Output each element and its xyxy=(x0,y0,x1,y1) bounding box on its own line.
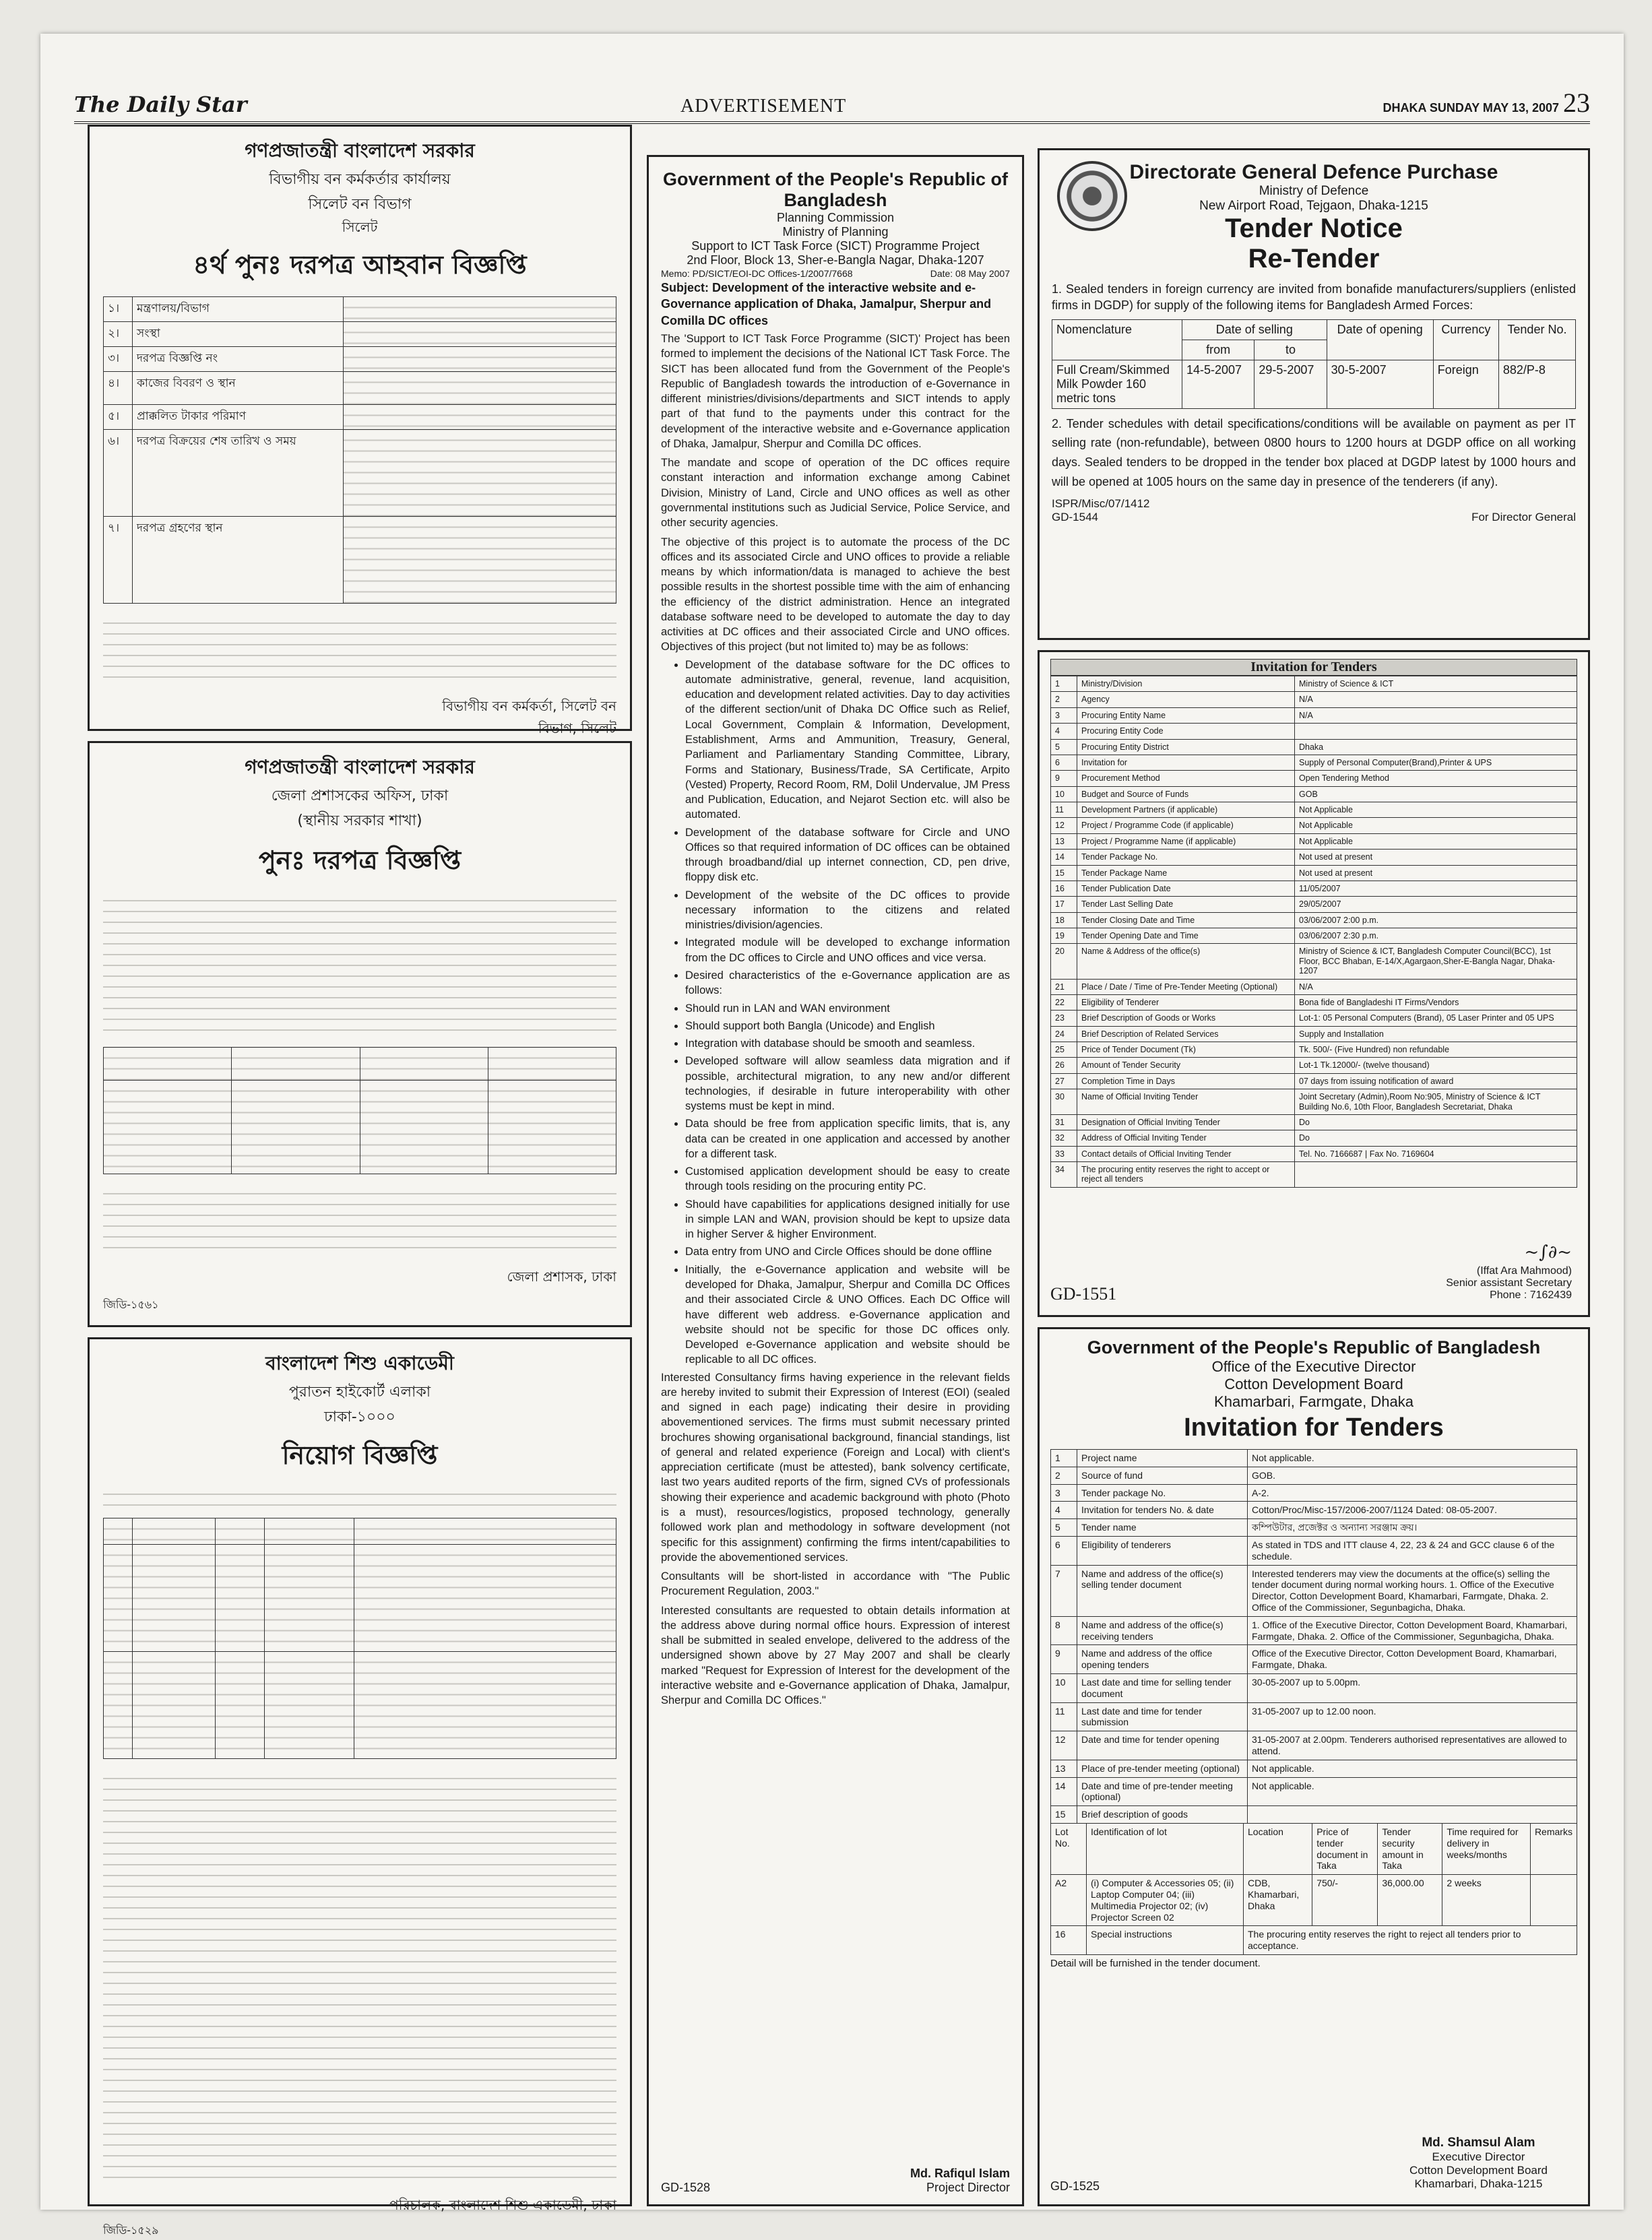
footer: ISPR/Misc/07/1412 GD-1544 For Director General xyxy=(1052,497,1576,523)
list-item: • Data entry from UNO and Circle Offices should be done offline xyxy=(685,1244,1010,1259)
field-value: Lot-1: 05 Personal Computers (Brand), 05 Laser Printer and 05 UPS xyxy=(1295,1011,1577,1026)
field-value: Office of the Executive Director, Cotton Development Board, Khamarbari, Farmgate, Dhaka. xyxy=(1248,1645,1577,1674)
ad-header: গণপ্রজাতন্ত্রী বাংলাদেশ সরকার xyxy=(245,139,475,162)
field-value: Interested tenderers may view the documents at the office(s) selling the tender document during normal working hours. 1. Office of the Executive Director, Cotton Development Board, Khamarbari, Farmgate, Dhaka. 2. Office of the Commissioner, Segunbagicha, Dhaka. xyxy=(1248,1565,1577,1616)
gd-number: GD-1551 xyxy=(1050,1284,1117,1304)
ad-subheader: Khamarbari, Farmgate, Dhaka xyxy=(1214,1393,1413,1410)
field-value: Do xyxy=(1295,1114,1577,1130)
field-value: Tk. 500/- (Five Hundred) non refundable xyxy=(1295,1042,1577,1058)
table-row xyxy=(1051,881,1577,896)
table-row xyxy=(1051,1565,1577,1616)
field-value: Not used at present xyxy=(1295,865,1577,881)
table-row xyxy=(1051,1519,1577,1537)
row-number: 10 xyxy=(1051,1673,1077,1702)
row-number: 22 xyxy=(1051,994,1077,1010)
table-header-row: Lot No. Identification of lot Location Price of tender document in Taka Tender security amount in Taka Time required for delivery in weeks/months Remarks xyxy=(1051,1823,1577,1874)
table-row xyxy=(1051,676,1577,692)
row-number: 16 xyxy=(1051,881,1077,896)
tender-table xyxy=(1050,1449,1577,1824)
field-value: Open Tendering Method xyxy=(1295,771,1577,786)
field-value: 31-05-2007 up to 12.00 noon. xyxy=(1248,1702,1577,1731)
page-number: 23 xyxy=(1563,88,1590,118)
field-label: Agency xyxy=(1077,692,1295,707)
list-item: • Integration with database should be smooth and seamless. xyxy=(685,1036,1010,1051)
gd-number: GD-1525 xyxy=(1050,2179,1100,2193)
table-row xyxy=(1051,1673,1577,1702)
body-text xyxy=(103,891,616,1039)
ad-title: Invitation for Tenders xyxy=(1050,659,1577,676)
field-label: Project / Programme Code (if applicable) xyxy=(1077,818,1295,833)
ad-subheader: Planning Commission xyxy=(776,211,895,224)
field-value: Supply of Personal Computer(Brand),Printer & UPS xyxy=(1295,755,1577,770)
field-value: Bona fide of Bangladeshi IT Firms/Vendors xyxy=(1295,994,1577,1010)
masthead xyxy=(74,81,1590,124)
table-row xyxy=(104,1048,616,1081)
field-label: Completion Time in Days xyxy=(1077,1073,1295,1089)
table-row xyxy=(1051,865,1577,881)
table-row: ৩। দরপত্র বিজ্ঞপ্তি নং xyxy=(104,347,616,372)
field-label: Tender Package Name xyxy=(1077,865,1295,881)
signature: For Director General xyxy=(1471,510,1576,523)
field-label: Date and time of pre-tender meeting (optional) xyxy=(1077,1777,1248,1806)
ad-subheader: 2nd Floor, Block 13, Sher-e-Bangla Nagar, Dhaka-1207 xyxy=(687,253,984,267)
field-value: Tel. No. 7166687 | Fax No. 7169604 xyxy=(1295,1146,1577,1161)
row-number: 13 xyxy=(1051,1760,1077,1777)
paper-name: The Daily Star xyxy=(74,92,247,117)
table-row xyxy=(1051,1130,1577,1146)
field-value: 30-05-2007 up to 5.00pm. xyxy=(1248,1673,1577,1702)
signature: পরিচালক, বাংলাদেশ শিশু একাডেমী, ঢাকা xyxy=(389,2197,616,2213)
row-number: 10 xyxy=(1051,786,1077,802)
table-row xyxy=(1051,1026,1577,1042)
paragraph: 2. Tender schedules with detail specifications/conditions will be available on payment as per IT selling rate (non-refundable), between 0800 hours to 1200 hours at DGDP office on all working days. Sealed tenders to be dropped in the tender box placed at DGDP latest by 1000 hours and will be opened at 1005 hours on the same day in presence of the tenderers (if any). xyxy=(1052,416,1576,488)
row-number: 5 xyxy=(1051,1519,1077,1537)
field-label: Procuring Entity District xyxy=(1077,739,1295,755)
field-label: Eligibility of Tenderer xyxy=(1077,994,1295,1010)
field-label: Tender package No. xyxy=(1077,1484,1248,1502)
field-value: কম্পিউটার, প্রজেক্টর ও অন্যান্য সরঞ্জাম ক্রয়। xyxy=(1248,1519,1577,1537)
table-row: Full Cream/Skimmed Milk Powder 160 metric tons 14-5-2007 29-5-2007 30-5-2007 Foreign 882/P-8 xyxy=(1052,360,1576,408)
field-label: Last date and time for tender submission xyxy=(1077,1702,1248,1731)
row-number: 6 xyxy=(1051,755,1077,770)
row-number: 8 xyxy=(1051,1616,1077,1645)
emblem-icon xyxy=(1057,161,1127,231)
table-row xyxy=(1051,692,1577,707)
field-label: Brief Description of Related Services xyxy=(1077,1026,1295,1042)
row-number: 5 xyxy=(1051,739,1077,755)
field-value: 03/06/2007 2:30 p.m. xyxy=(1295,928,1577,944)
table-row xyxy=(104,1652,616,1759)
field-value: Ministry of Science & ICT, Bangladesh Computer Council(BCC), 1st Floor, BCC Bhaban, E-14/X,Agargaon,Sher-E-Bangla Nagar, Dhaka-1207 xyxy=(1295,944,1577,979)
field-label: Budget and Source of Funds xyxy=(1077,786,1295,802)
table-row xyxy=(1051,1484,1577,1502)
paragraph: The 'Support to ICT Task Force Programme (SICT)' Project has been formed to implement the decisions of the National ICT Task Force. The SICT has been allocated fund from the Government of the People's Republic of Bangladesh towards the introduction of e-Governance in different ministries/divisions/departments and SICT intends to apply part of that fund to the payments under this contract for the development of the interactive website and e-Governance application of Dhaka, Jamalpur, Sherpur and Comilla DC offices. xyxy=(661,333,1010,450)
table-row xyxy=(104,1545,616,1652)
row-number: 4 xyxy=(1051,1502,1077,1519)
row-number: 32 xyxy=(1051,1130,1077,1146)
field-label: Project / Programme Name (if applicable) xyxy=(1077,833,1295,849)
table-row: 16 Special instructions The procuring entity reserves the right to reject all tenders prior to acceptance. xyxy=(1051,1926,1577,1955)
ad-subheader: বিভাগীয় বন কর্মকর্তার কার্যালয় xyxy=(269,171,451,188)
table-row xyxy=(1051,1146,1577,1161)
field-value: Ministry of Science & ICT xyxy=(1295,676,1577,692)
row-number: 2 xyxy=(1051,692,1077,707)
ad-header: গণপ্রজাতন্ত্রী বাংলাদেশ সরকার xyxy=(245,756,475,778)
field-value: Dhaka xyxy=(1295,739,1577,755)
row-number: 9 xyxy=(1051,1645,1077,1674)
ad-subheader: Cotton Development Board xyxy=(1224,1376,1403,1393)
row-number: 3 xyxy=(1051,1484,1077,1502)
table-row: ২। সংস্থা xyxy=(104,322,616,347)
table-row xyxy=(1051,1777,1577,1806)
table-row xyxy=(1051,928,1577,944)
field-value: Not Applicable xyxy=(1295,818,1577,833)
signature: জেলা প্রশাসক, ঢাকা xyxy=(507,1269,616,1285)
ad-subheader: ঢাকা-১০০০ xyxy=(324,1409,395,1426)
field-label: Name of Official Inviting Tender xyxy=(1077,1089,1295,1115)
field-value: N/A xyxy=(1295,707,1577,723)
table-row xyxy=(1051,802,1577,818)
signature: Md. Shamsul Alam Executive Director Cotton Development Board Khamarbari, Dhaka-1215 xyxy=(1409,2136,1548,2190)
field-label: Brief Description of Goods or Works xyxy=(1077,1011,1295,1026)
field-label: Development Partners (if applicable) xyxy=(1077,802,1295,818)
field-label: Procurement Method xyxy=(1077,771,1295,786)
field-label: Brief description of goods xyxy=(1077,1806,1248,1824)
ad-title: নিয়োগ বিজ্ঞপ্তি xyxy=(282,1440,438,1470)
field-label: Procuring Entity Name xyxy=(1077,707,1295,723)
list-item: • Development of the database software for the DC offices to automate administrative, general, revenue, land acquisition, education and development related activities. Day to day activities of the different section/unit of Dhaka DC Office such as Relief, Local Government, Complain & Information, Development, Establishment, Arms and Ammunition, Treasury, General, Parliament and Parliamentary Standing Committee, Library, Forms and Stationary, Business/Trade, SA Certificate, Arpito (Vested) Property, Record Room, RM, Dolil Undervalue, JM Press and Publication, Education, and Nejarot Section etc. will also be automated. xyxy=(685,658,1010,823)
paragraph: The objective of this project is to automate the process of the DC offices and its associated Circle and UNO offices to provide a reliable means by which information/data is managed to achieve the best possible results in the shortest possible time with the aim of enhancing the efficiency of the district administration. Hence an integrated database software need to be developed to automate the day to day activities at DC offices and their associated Circle and UNO offices. Objectives of this project (but not limited to) may be as follows: xyxy=(661,536,1010,653)
table-row xyxy=(1051,739,1577,755)
section-name: ADVERTISEMENT xyxy=(680,96,847,117)
table-row xyxy=(1051,1467,1577,1484)
row-number: 25 xyxy=(1051,1042,1077,1058)
ad-dgdp-tender-notice xyxy=(1038,148,1590,640)
field-label: Source of fund xyxy=(1077,1467,1248,1484)
field-label: Last date and time for selling tender document xyxy=(1077,1673,1248,1702)
field-label: Tender Package No. xyxy=(1077,850,1295,865)
list-item: • Desired characteristics of the e-Governance application are as follows: xyxy=(685,968,1010,998)
field-value: GOB. xyxy=(1248,1467,1577,1484)
lot-table xyxy=(1050,1823,1577,1955)
row-number: 34 xyxy=(1051,1162,1077,1188)
list-item: • Should run in LAN and WAN environment xyxy=(685,1001,1010,1016)
row-number: 17 xyxy=(1051,897,1077,912)
table-row: ৭। দরপত্র গ্রহণের স্থান xyxy=(104,517,616,604)
field-label: Date and time for tender opening xyxy=(1077,1731,1248,1760)
table-row xyxy=(1051,944,1577,979)
newspaper-page xyxy=(40,34,1624,2237)
field-label: The procuring entity reserves the right to accept or reject all tenders xyxy=(1077,1162,1295,1188)
row-number: 3 xyxy=(1051,707,1077,723)
table-row xyxy=(104,1518,616,1545)
table-row xyxy=(1051,707,1577,723)
field-label: Contact details of Official Inviting Tender xyxy=(1077,1146,1295,1161)
list-item: • Should have capabilities for applications designed initially for use in simple LAN and WAN, provision should be kept to upsize data in higher Server & higher Environment. xyxy=(685,1197,1010,1242)
field-label: Tender Closing Date and Time xyxy=(1077,912,1295,928)
table-row xyxy=(1051,755,1577,770)
row-number: 1 xyxy=(1051,676,1077,692)
ad-sict-eoi xyxy=(647,155,1024,2206)
ad-subheader: সিলেট xyxy=(342,219,378,235)
field-value: 11/05/2007 xyxy=(1295,881,1577,896)
ad-dc-office-retender xyxy=(88,741,632,1327)
table-row xyxy=(1051,833,1577,849)
field-value: Not Applicable xyxy=(1295,802,1577,818)
ad-header: Government of the People's Republic of Bangladesh xyxy=(663,169,1008,210)
ad-ict-invitation-for-tenders xyxy=(1038,650,1590,1317)
row-number: 4 xyxy=(1051,724,1077,739)
table-row xyxy=(1051,1645,1577,1674)
row-number: 9 xyxy=(1051,771,1077,786)
row-number: 1 xyxy=(1051,1450,1077,1467)
field-label: Project name xyxy=(1077,1450,1248,1467)
field-label: Name and address of the office(s) receiving tenders xyxy=(1077,1616,1248,1645)
signature: ~∫∂~ (Iffat Ara Mahmood) Senior assistant Secretary Phone : 7162439 xyxy=(1446,1242,1572,1301)
ad-header: Government of the People's Republic of Bangladesh xyxy=(1087,1337,1541,1357)
tender-table xyxy=(1050,676,1577,1188)
table-row xyxy=(1051,1162,1577,1188)
table-row xyxy=(104,1081,616,1174)
table-row xyxy=(1051,897,1577,912)
row-number: 15 xyxy=(1051,1806,1077,1824)
table-row: ৬। দরপত্র বিক্রয়ের শেষ তারিখ ও সময় xyxy=(104,430,616,517)
field-value: 1. Office of the Executive Director, Cotton Development Board, Khamarbari, Farmgate, Dhaka. 2. Office of the Commissioner, Segunbagicha, Dhaka. xyxy=(1248,1616,1577,1645)
row-number: 14 xyxy=(1051,1777,1077,1806)
field-value: 31-05-2007 at 2.00pm. Tenderers authorised representatives are allowed to attend. xyxy=(1248,1731,1577,1760)
row-number: 6 xyxy=(1051,1536,1077,1565)
row-number: 33 xyxy=(1051,1146,1077,1161)
field-label: Tender Last Selling Date xyxy=(1077,897,1295,912)
ad-subheader: জেলা প্রশাসকের অফিস, ঢাকা xyxy=(271,788,449,804)
list-item: • Development of the website of the DC offices to provide necessary information to the citizens and related ministries/division/agencies. xyxy=(685,888,1010,933)
note: Detail will be furnished in the tender document. xyxy=(1050,1957,1261,1969)
issue-date: DHAKA SUNDAY MAY 13, 2007 23 xyxy=(1383,88,1590,118)
list-item: • Customised application development should be easy to create through tools residing on the procuring entity PC. xyxy=(685,1164,1010,1194)
table-row xyxy=(1051,724,1577,739)
signature: Md. Rafiqul Islam Project Director xyxy=(910,2167,1010,2194)
field-label: Name and address of the office(s) selling tender document xyxy=(1077,1565,1248,1616)
table-row xyxy=(1051,1058,1577,1073)
field-value: Not Applicable xyxy=(1295,833,1577,849)
table-row xyxy=(1051,818,1577,833)
body-text xyxy=(103,1484,616,1511)
table-row xyxy=(1051,1616,1577,1645)
row-number: 14 xyxy=(1051,850,1077,865)
table-row: A2 (i) Computer & Accessories 05; (ii) Laptop Computer 04; (iii) Multimedia Projector 02; (iv) Projector Screen 02 CDB, Khamarbari, Dhaka 750/- 36,000.00 2 weeks xyxy=(1051,1875,1577,1926)
ad-subheader: New Airport Road, Tejgaon, Dhaka-1215 xyxy=(1199,199,1428,213)
gd-number: জিডি-১৫৬১ xyxy=(103,1298,159,1311)
schedule-table xyxy=(103,1047,616,1174)
row-number: 19 xyxy=(1051,928,1077,944)
field-value: GOB xyxy=(1295,786,1577,802)
table-row xyxy=(1051,1450,1577,1467)
field-value: Not applicable. xyxy=(1248,1760,1577,1777)
row-number: 11 xyxy=(1051,802,1077,818)
paragraph: The mandate and scope of operation of the DC offices require constant interaction and information exchange among Cabinet Division, Ministry of Land, Circle and UNO offices as well as other governmental institutions such as Judicial Service, Police Service, and other security agencies. xyxy=(661,457,1010,530)
table-row xyxy=(1051,1806,1577,1824)
row-number: 26 xyxy=(1051,1058,1077,1073)
field-value: Not used at present xyxy=(1295,850,1577,865)
row-number: 12 xyxy=(1051,1731,1077,1760)
field-label: Eligibility of tenderers xyxy=(1077,1536,1248,1565)
field-label: Address of Official Inviting Tender xyxy=(1077,1130,1295,1146)
row-number: 11 xyxy=(1051,1702,1077,1731)
ad-title: Re-Tender xyxy=(1248,244,1380,274)
table-row xyxy=(1051,994,1577,1010)
body-text xyxy=(103,1184,616,1258)
ad-title: Tender Notice xyxy=(1225,214,1403,243)
table-row xyxy=(1051,786,1577,802)
table-row xyxy=(1051,771,1577,786)
field-value: 03/06/2007 2:00 p.m. xyxy=(1295,912,1577,928)
ad-cotton-board-invitation xyxy=(1038,1327,1590,2206)
row-number: 13 xyxy=(1051,833,1077,849)
signature-block xyxy=(661,2158,1010,2195)
ad-subheader: Ministry of Planning xyxy=(782,225,889,238)
ad-header: বাংলাদেশ শিশু একাডেমী xyxy=(265,1352,454,1374)
memo-line: Memo: PD/SICT/EOI-DC Offices-1/2007/7668 Date: 08 May 2007 xyxy=(661,268,1010,279)
list-item: • Initially, the e-Governance application and website will be developed for Dhaka, Jamalpur, Sherpur and Comilla DC Offices and their associated Circle & UNO Offices. Each DC Office will have different web address. e-Governance application and website should not be specific for those DC offices only. Developed e-Governance application and website should be replicable to all DC offices. xyxy=(685,1262,1010,1368)
row-number: 23 xyxy=(1051,1011,1077,1026)
ad-title: ৪র্থ পুনঃ দরপত্র আহবান বিজ্ঞপ্তি xyxy=(193,250,527,280)
table-row xyxy=(1051,1011,1577,1026)
table-row xyxy=(1051,979,1577,994)
conditions-text xyxy=(103,1768,616,2186)
row-number: 24 xyxy=(1051,1026,1077,1042)
field-value: As stated in TDS and ITT clause 4, 22, 23 & 24 and GCC clause 6 of the schedule. xyxy=(1248,1536,1577,1565)
ad-shishu-academy-recruitment xyxy=(88,1337,632,2237)
field-value: Cotton/Proc/Misc-157/2006-2007/1124 Dated: 08-05-2007. xyxy=(1248,1502,1577,1519)
table-row xyxy=(1051,1114,1577,1130)
gd-number: জিডি-১৫২৯ xyxy=(103,2224,159,2237)
ad-subheader: সিলেট বন বিভাগ xyxy=(308,196,412,213)
table-row: ১। মন্ত্রণালয়/বিভাগ xyxy=(104,297,616,322)
field-value xyxy=(1295,724,1577,739)
field-value: Supply and Installation xyxy=(1295,1026,1577,1042)
field-label: Tender Opening Date and Time xyxy=(1077,928,1295,944)
gd-number: GD-1544 xyxy=(1052,510,1098,523)
row-number: 15 xyxy=(1051,865,1077,881)
field-value: Lot-1 Tk.12000/- (twelve thousand) xyxy=(1295,1058,1577,1073)
row-number: 2 xyxy=(1051,1467,1077,1484)
ad-subheader: Ministry of Defence xyxy=(1259,184,1369,198)
table-row: ৪। কাজের বিবরণ ও স্থান xyxy=(104,372,616,405)
field-label: Name and address of the office opening tenders xyxy=(1077,1645,1248,1674)
posts-table xyxy=(103,1518,616,1759)
table-row xyxy=(1051,1536,1577,1565)
ad-subheader: Support to ICT Task Force (SICT) Programme Project xyxy=(691,239,980,253)
field-label: Tender Publication Date xyxy=(1077,881,1295,896)
field-value xyxy=(1248,1806,1577,1824)
objectives-list xyxy=(661,658,1010,1368)
table-row xyxy=(1051,1702,1577,1731)
row-number: 18 xyxy=(1051,912,1077,928)
ad-forest-tender xyxy=(88,125,632,736)
ad-title: পুনঃ দরপত্র বিজ্ঞপ্তি xyxy=(258,845,462,875)
field-label: Procuring Entity Code xyxy=(1077,724,1295,739)
table-row xyxy=(1051,912,1577,928)
table-row xyxy=(1051,1073,1577,1089)
tender-table xyxy=(103,296,616,604)
table-row xyxy=(1051,1731,1577,1760)
subject: Subject: Development of the interactive website and e-Governance application of Dhaka, Jamalpur, Sherpur and Comilla DC offices xyxy=(661,281,992,327)
field-label: Price of Tender Document (Tk) xyxy=(1077,1042,1295,1058)
ad-header: Directorate General Defence Purchase xyxy=(1129,161,1498,183)
list-item: • Data should be free from application specific limits, that is, any data can be created in one application and accessed by another for a different task. xyxy=(685,1116,1010,1161)
row-number: 27 xyxy=(1051,1073,1077,1089)
field-label: Invitation for tenders No. & date xyxy=(1077,1502,1248,1519)
table-header-row: from to xyxy=(1052,340,1576,360)
table-row xyxy=(1051,1089,1577,1115)
row-number: 21 xyxy=(1051,979,1077,994)
paragraph: 1. Sealed tenders in foreign currency are invited from bonafide manufacturers/suppliers (enlisted firms in DGDP) for supply of the following items for Bangladesh Armed Forces: xyxy=(1052,282,1576,313)
table-row xyxy=(1051,850,1577,865)
field-value: 07 days from issuing notification of award xyxy=(1295,1073,1577,1089)
field-value: 29/05/2007 xyxy=(1295,897,1577,912)
row-number: 7 xyxy=(1051,1565,1077,1616)
field-value xyxy=(1295,1162,1577,1188)
field-label: Place / Date / Time of Pre-Tender Meeting (Optional) xyxy=(1077,979,1295,994)
field-label: Ministry/Division xyxy=(1077,676,1295,692)
row-number: 31 xyxy=(1051,1114,1077,1130)
ad-subheader: Office of the Executive Director xyxy=(1211,1358,1416,1375)
table-row: ৫। প্রাক্কলিত টাকার পরিমাণ xyxy=(104,405,616,430)
list-item: • Should support both Bangla (Unicode) and English xyxy=(685,1019,1010,1033)
table-row xyxy=(1051,1502,1577,1519)
ad-title: Invitation for Tenders xyxy=(1184,1413,1444,1442)
field-value: A-2. xyxy=(1248,1484,1577,1502)
body-text xyxy=(103,613,616,687)
field-value: N/A xyxy=(1295,979,1577,994)
table-header-row: Nomenclature Date of selling Date of opening Currency Tender No. xyxy=(1052,319,1576,340)
paragraph: Interested Consultancy firms having experience in the relevant fields are hereby invited to submit their Expression of Interest (EOI) (sealed and signed in each page) indicating their desire in providing abovementioned services. The firms must submit necessary printed brochures showing organisational background, financial standings, list of general and related experience (Foreign and Local) with client's appreciation certificate (must be attested), bank solvency certificate, last two years audited reports of the firm, signed CVs of professionals showing their experience and academic background with photo (Photo is a must), resources/logistics, proposed technology, generally followed work plan and methodology in software development (not specific for this assignment) confirming the firms intent/capabilities to provide the abovementioned services. xyxy=(661,1371,1010,1564)
list-item: • Development of the database software for Circle and UNO Offices so that required information of DC offices can be obtained through broadband/dial up internet connection, CD, pen drive, floppy disk etc. xyxy=(685,825,1010,885)
list-item: • Developed software will allow seamless data migration and if possible, architectural migration, to any new and/or different technologies, if desirable in future interoperability with other systems must be kept in mind. xyxy=(685,1054,1010,1114)
signature: বিভাগীয় বন কর্মকর্তা, সিলেট বন বিভাগ, সিলেট xyxy=(442,698,616,736)
gd-number: GD-1528 xyxy=(661,2181,711,2194)
ad-subheader: পুরাতন হাইকোর্ট এলাকা xyxy=(288,1384,431,1401)
items-table xyxy=(1052,319,1576,409)
table-row xyxy=(1051,1042,1577,1058)
field-label: Name & Address of the office(s) xyxy=(1077,944,1295,979)
field-label: Amount of Tender Security xyxy=(1077,1058,1295,1073)
field-value: Do xyxy=(1295,1130,1577,1146)
field-label: Designation of Official Inviting Tender xyxy=(1077,1114,1295,1130)
ad-subheader: (স্থানীয় সরকার শাখা) xyxy=(297,812,422,829)
paragraph: Interested consultants are requested to obtain details information at the address above during normal office hours. Expression of interest shall be submitted in sealed envelope, delivered to the address of the undersigned shown above by 27 May 2007 and shall be clearly marked "Request for Expression of Interest for the development of the interactive website and e-Governance application of Dhaka, Jamalpur, Sherpur and Comilla DC Offices." xyxy=(661,1604,1010,1707)
field-label: Invitation for xyxy=(1077,755,1295,770)
row-number: 20 xyxy=(1051,944,1077,979)
paragraph: Consultants will be short-listed in accordance with "The Public Procurement Regulation, 2003." xyxy=(661,1570,1010,1598)
list-item: • Integrated module will be developed to exchange information from the DC offices to Circle and UNO offices and vice versa. xyxy=(685,935,1010,965)
field-value: Not applicable. xyxy=(1248,1777,1577,1806)
row-number: 12 xyxy=(1051,818,1077,833)
field-label: Place of pre-tender meeting (optional) xyxy=(1077,1760,1248,1777)
row-number: 30 xyxy=(1051,1089,1077,1115)
table-row xyxy=(1051,1760,1577,1777)
field-value: N/A xyxy=(1295,692,1577,707)
field-label: Tender name xyxy=(1077,1519,1248,1537)
field-value: Not applicable. xyxy=(1248,1450,1577,1467)
field-value: Joint Secretary (Admin),Room No:905, Ministry of Science & ICT Building No.6, 10th Floor, Bangladesh Secretariat, Dhaka xyxy=(1295,1089,1577,1115)
